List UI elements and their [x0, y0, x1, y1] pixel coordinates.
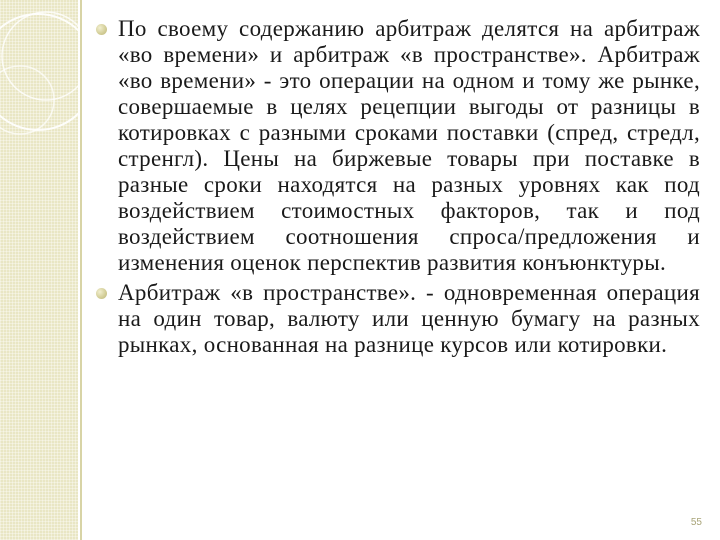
bullet-item-space-arbitrage [118, 280, 700, 358]
page-number: 55 [690, 517, 702, 528]
bullet-text: По своему содержанию арбитраж делятся на арбитраж «во времени» и арбитраж «в пространстве». Арбитраж «во времени» - это операции на одном и тому же рынке, совершаемые в целях рецепции выгоды от разницы в котировках с разными сроками поставки (спред, стредл, стренгл). Цены на биржевые товары при поставке в разные сроки находятся на разных уровнях как под воздействием стоимостных факторов, так и под воздействием соотношения спроса/предложения и изменения оценок перспектив развития конъюнктуры. [118, 16, 700, 275]
bullet-item-time-arbitrage [118, 16, 700, 276]
bullet-icon [96, 288, 107, 299]
slide-body [118, 16, 700, 362]
bullet-text: Арбитраж «в пространстве». - одновременная операция на один товар, валюту или ценную бумагу на разных рынках, основанная на разнице курсов или котировки. [118, 280, 700, 357]
side-band-divider [80, 0, 82, 540]
decorative-circles-ornament [0, 0, 80, 200]
bullet-icon [96, 24, 107, 35]
